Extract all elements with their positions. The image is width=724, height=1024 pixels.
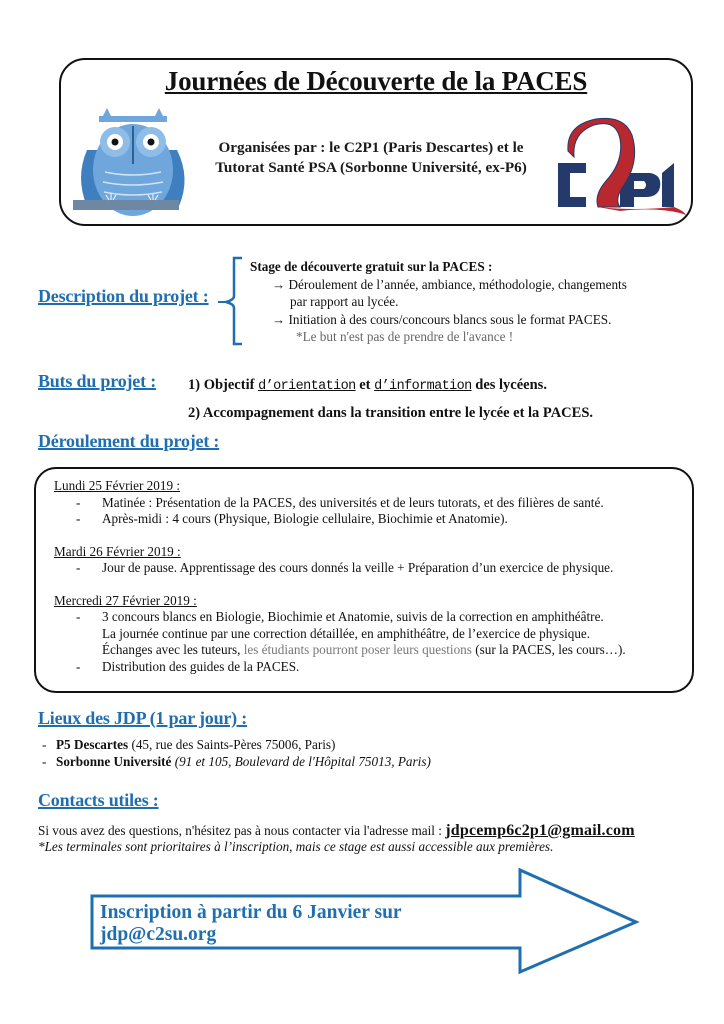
program-box [34, 467, 694, 693]
owl-logo-icon [73, 106, 193, 218]
list-item: - Après-midi : 4 cours (Physique, Biologie cellulaire, Biochimie et Anatomie). [76, 511, 508, 526]
locations-list [38, 737, 678, 770]
day-title: Lundi 25 Février 2019 : [54, 478, 180, 493]
c2p1-logo-icon [554, 115, 689, 215]
description-content [250, 258, 700, 346]
goal-item-2: 2) Accompagnement dans la transition entre le lycée et la PACES. [188, 405, 594, 421]
location-item: - Sorbonne Université (91 et 105, Boulevard de l'Hôpital 75013, Paris) [42, 753, 431, 769]
goals-heading: Buts du projet : [38, 371, 156, 391]
organizers-line-1: Organisées par : le C2P1 (Paris Descartes) et le [218, 139, 524, 156]
list-item: - Jour de pause. Apprentissage des cours donnés la veille + Préparation d’un exercice de physique. [76, 560, 614, 575]
day-wednesday [54, 593, 684, 676]
goal-item-1: 1) Objectif d’orientation et d’information des lycéens. [188, 377, 547, 394]
goals-list [188, 372, 708, 426]
brace-icon [216, 256, 246, 346]
description-bullet-1: → Déroulement de l’année, ambiance, méthodologie, changements [272, 276, 627, 292]
description-heading: Description du projet : [38, 286, 209, 306]
description-note: *Le but n'est pas de prendre de l'avance ! [296, 329, 514, 344]
locations-heading: Lieux des JDP (1 par jour) : [38, 708, 248, 728]
list-item: - Matinée : Présentation de la PACES, des universités et de leurs tutorats, et des filières de santé. [76, 494, 604, 510]
list-item: - Distribution des guides de la PACES. [76, 658, 300, 674]
description-bullet-2: → Initiation à des cours/concours blancs sous le format PACES. [272, 311, 612, 327]
organizers-text [201, 138, 541, 178]
list-item: - 3 concours blancs en Biologie, Biochimie et Anatomie, suivis de la correction en amphithéâtre. La journée continue par une correction détaillée, en amphithéâtre, de l’exercice de physique. Échanges avec les tuteurs, les étudiants pourront poser leurs questions (sur la PACES, les cours…). [76, 609, 626, 657]
header-box [59, 58, 693, 226]
organizers-line-2: Tutorat Santé PSA (Sorbonne Université, ex-P6) [215, 159, 527, 176]
description-title: Stage de découverte gratuit sur la PACES : [250, 259, 493, 274]
contact-email-link[interactable]: jdpcemp6c2p1@gmail.com [445, 822, 635, 839]
day-tuesday [54, 544, 684, 577]
arrow-right-icon: → [272, 311, 286, 327]
day-title: Mardi 26 Février 2019 : [54, 543, 181, 559]
registration-text: Inscription à partir du 6 Janvier sur jdp@c2su.org [100, 902, 402, 945]
day-title: Mercredi 27 Février 2019 : [54, 592, 197, 608]
description-bullet-1-continuation: par rapport au lycée. [290, 294, 399, 309]
arrow-right-icon: → [272, 276, 286, 292]
contacts-note: *Les terminales sont prioritaires à l’inscription, mais ce stage est aussi accessible aux premières. [38, 839, 554, 854]
location-item: - P5 Descartes (45, rue des Saints-Pères 75006, Paris) [42, 737, 336, 752]
page-title: Journées de Découverte de la PACES [164, 66, 588, 96]
day-monday [54, 478, 684, 528]
contacts-heading: Contacts utiles : [38, 790, 159, 810]
program-heading: Déroulement du projet : [38, 431, 220, 451]
contacts-text: Si vous avez des questions, n'hésitez pas à nous contacter via l'adresse mail : jdpcemp6c2p1@gmail.com *Les terminales sont prioritaires à l’inscription, mais ce stage est aussi accessible aux premières. [38, 823, 718, 855]
